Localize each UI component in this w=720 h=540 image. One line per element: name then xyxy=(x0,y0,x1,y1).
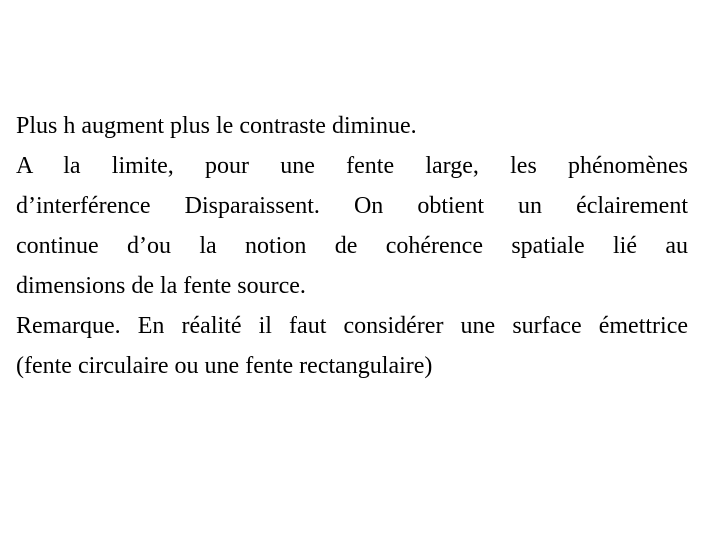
text-line-2: A la limite, pour une fente large, les phénomènes xyxy=(16,153,688,179)
text-line-1: Plus h augment plus le contraste diminue. xyxy=(16,113,417,139)
text-line-5: dimensions de la fente source. xyxy=(16,273,306,299)
text-line-3: d’interférence Disparaissent. On obtient un éclairement xyxy=(16,193,688,219)
text-line-6: Remarque. En réalité il faut considérer une surface émettrice xyxy=(16,313,688,339)
text-line-7: (fente circulaire ou une fente rectangulaire) xyxy=(16,353,433,379)
text-line-4: continue d’ou la notion de cohérence spatiale lié au xyxy=(16,233,688,259)
body-text xyxy=(16,106,688,386)
